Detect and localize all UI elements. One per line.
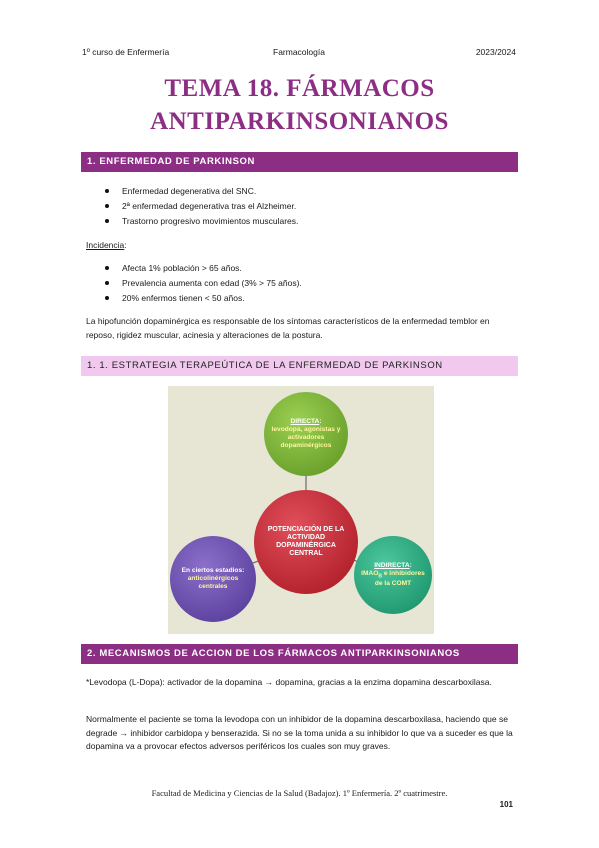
levodopa-paragraph: *Levodopa (L-Dopa): activador de la dopamina → dopamina, gracias a la enzima dopamina descarboxilasa. (86, 677, 492, 687)
direct-strategy-node (264, 392, 348, 476)
parkinson-bullets (100, 184, 298, 229)
therapeutic-strategy-diagram (168, 386, 434, 634)
list-item: Enfermedad degenerativa del SNC. (100, 184, 298, 199)
incidence-colon: : (124, 240, 127, 250)
section-2-heading: 2. MECANISMOS DE ACCION DE LOS FÁRMACOS ANTIPARKINSONIANOS (81, 644, 518, 664)
indirect-title: INDIRECTA: (374, 561, 412, 569)
central-potentiation-node (254, 490, 358, 594)
inhibitor-paragraph: Normalmente el paciente se toma la levodopa con un inhibidor de la dopamina descarboxilasa, haciendo que se degrade → inhibidor carbidopa y benserazida. Si no se la toma unida a su inhibidor lo que va a suceder es que la dopamina va a provocar efectos adversos periféricos los cuales son muy graves. (86, 714, 513, 751)
section-1-heading: 1. ENFERMEDAD DE PARKINSON (81, 152, 518, 172)
list-item: Afecta 1% población > 65 años. (100, 261, 302, 276)
list-item: Prevalencia aumenta con edad (3% > 75 años). (100, 276, 302, 291)
anticholinergic-node (170, 536, 256, 622)
page-title-line2: ANTIPARKINSONIANOS (150, 108, 449, 135)
incidence-bullets (100, 261, 302, 306)
page-number: 101 (499, 800, 513, 809)
center-label: POTENCIACIÓN DE LA ACTIVIDAD DOPAMINÉRGICA CENTRAL (267, 526, 345, 557)
list-item: Trastorno progresivo movimientos musculares. (100, 214, 298, 229)
direct-body: levodopa, agonistas y activadores dopaminérgicos (271, 426, 341, 449)
left-body: anticolinérgicos centrales (187, 575, 239, 590)
section-1-1-heading: 1. 1. ESTRATEGIA TERAPEÚTICA DE LA ENFERMEDAD DE PARKINSON (81, 356, 518, 376)
footer-text: Facultad de Medicina y Ciencias de la Salud (Badajoz). 1º Enfermería. 2º cuatrimestre. (151, 788, 448, 798)
page-title-line1: TEMA 18. FÁRMACOS (164, 75, 435, 102)
header-subject: Farmacología (273, 47, 325, 57)
list-item: 2ª enfermedad degenerativa tras el Alzheimer. (100, 199, 298, 214)
header-year: 2023/2024 (475, 47, 516, 57)
direct-title: DIRECTA: (290, 418, 322, 425)
header-course: 1º curso de Enfermería (82, 47, 170, 57)
incidence-label (86, 240, 127, 250)
list-item: 20% enfermos tienen < 50 años. (100, 291, 302, 306)
left-title: En ciertos estadios: (181, 567, 245, 574)
incidence-text: Incidencia (86, 240, 125, 250)
indirect-strategy-node (354, 536, 432, 614)
indirect-body: $IMAO_B$ e inhibidores de la COMT (361, 569, 425, 588)
hypofunction-paragraph: La hipofunción dopaminérgica es responsable de los síntomas característicos de la enfermedad temblor en reposo, rigidez muscular, acinesia y alteraciones de la postura. (86, 316, 490, 340)
